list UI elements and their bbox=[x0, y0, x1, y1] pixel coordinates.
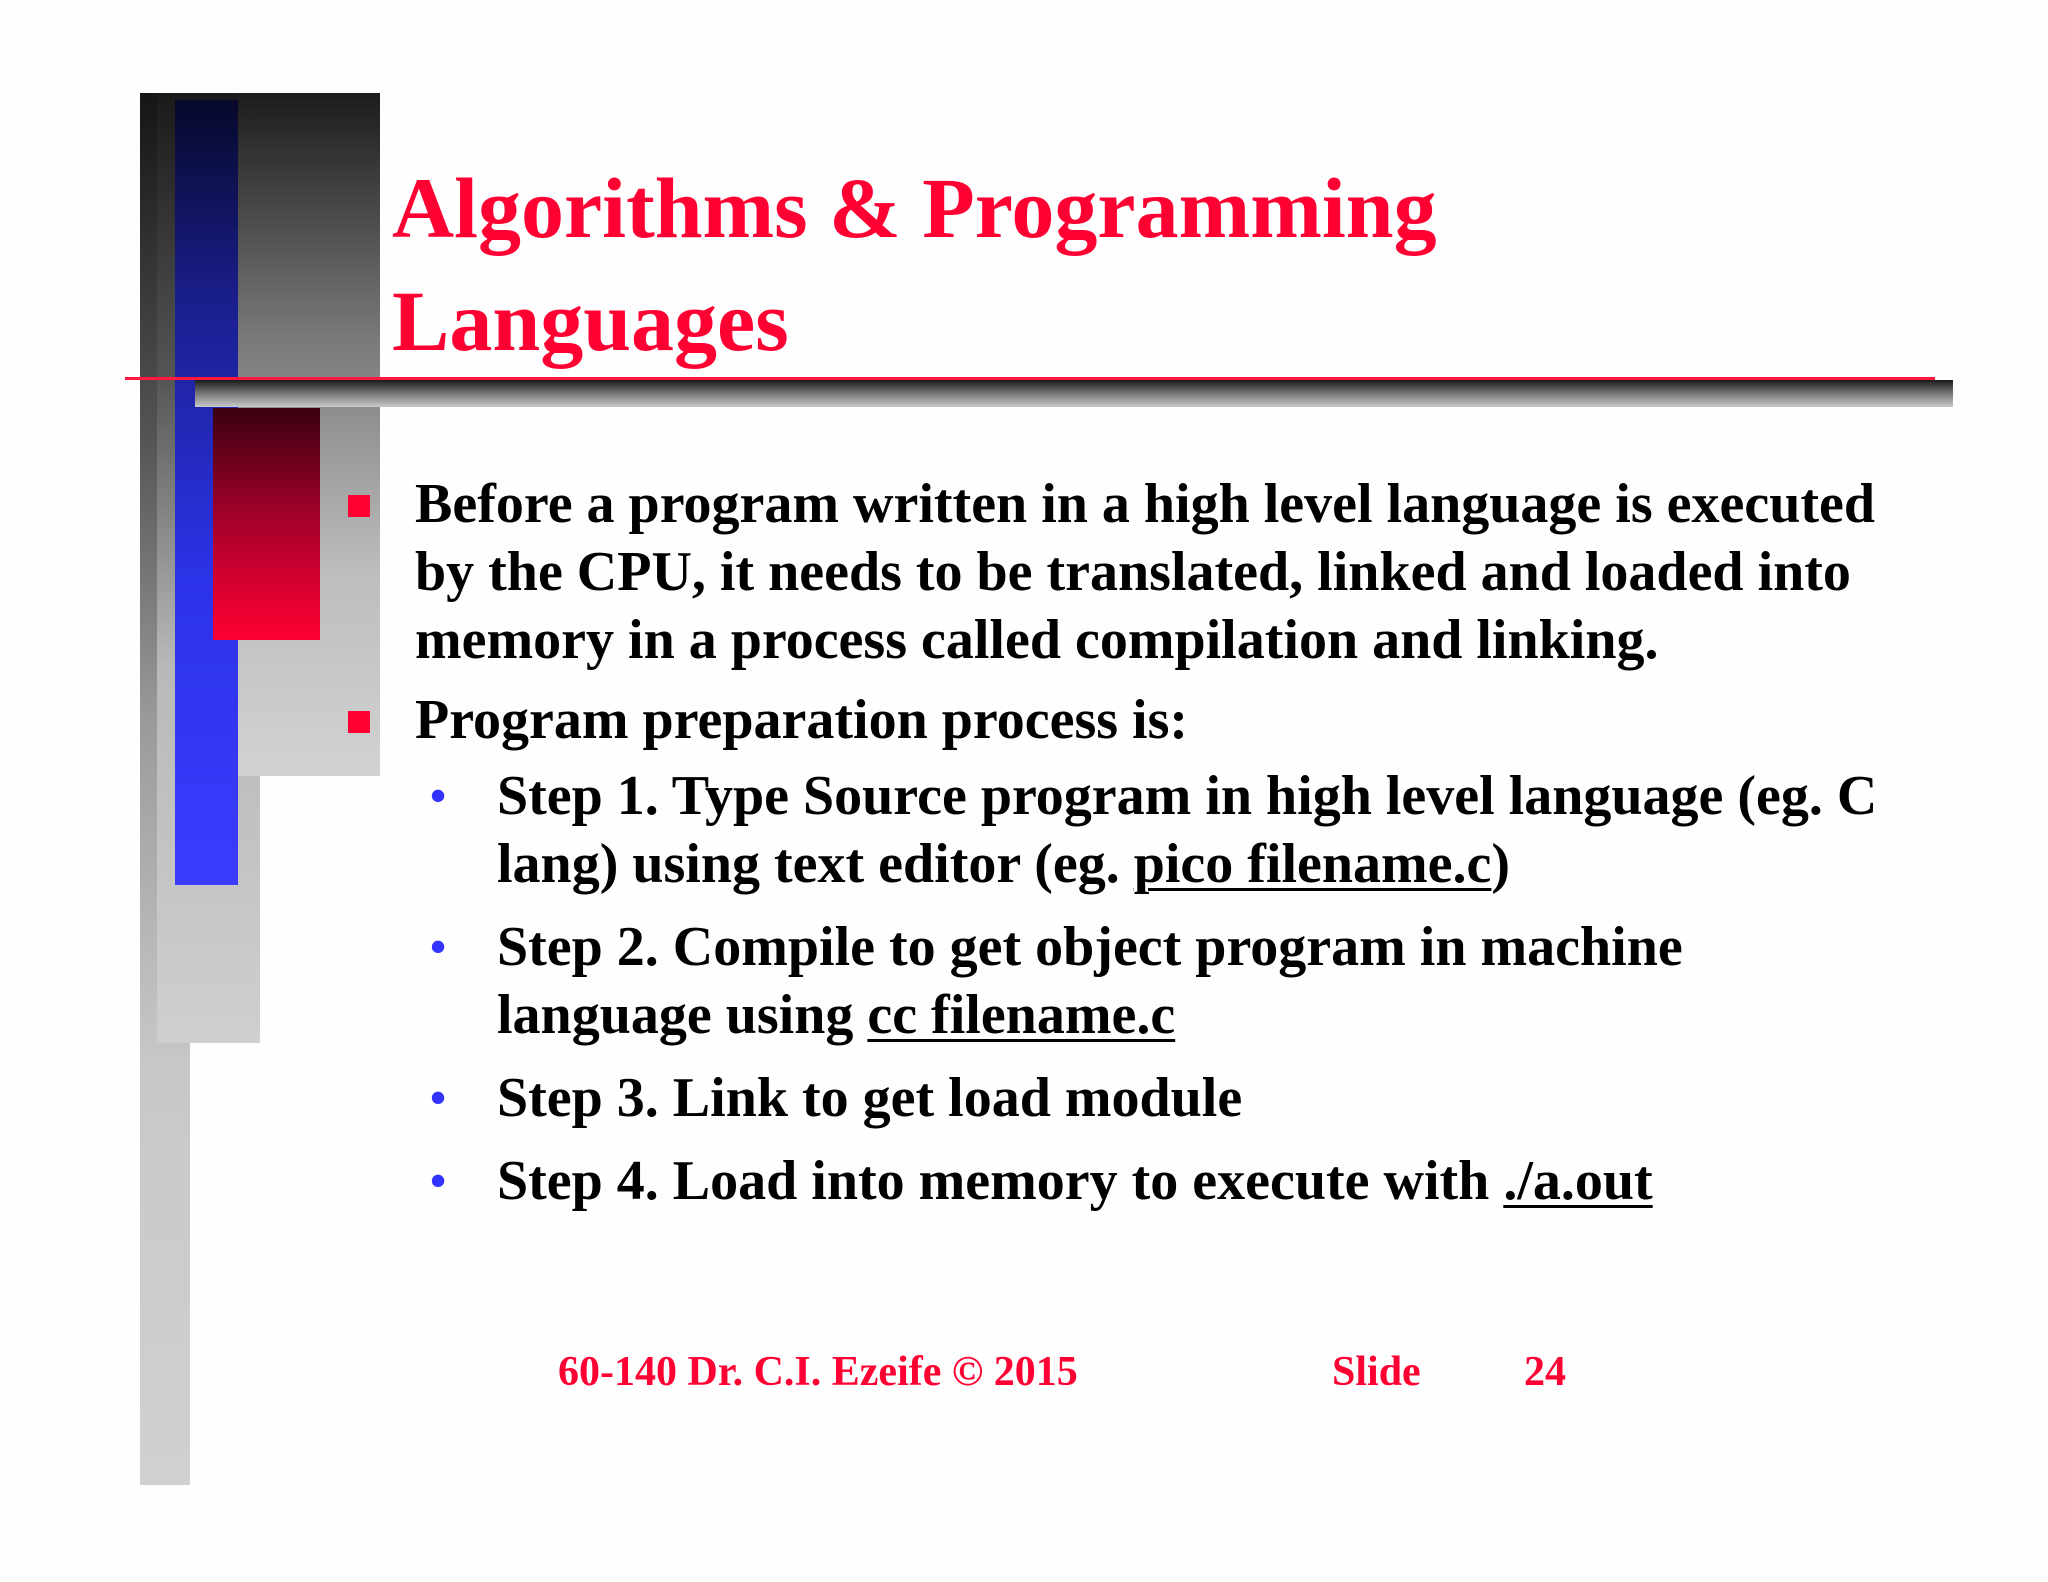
step-tail: ) bbox=[1491, 833, 1511, 895]
dot-bullet-icon: • bbox=[430, 921, 447, 972]
step-text: Step 2. Compile to get object program in machine language using bbox=[497, 916, 1683, 1046]
slide-title-line: Languages bbox=[392, 273, 789, 369]
dot-bullet-icon: • bbox=[430, 1155, 447, 1206]
step-command: cc filename.c bbox=[867, 984, 1176, 1046]
step-item bbox=[330, 762, 1905, 898]
dot-bullet-icon: • bbox=[430, 1072, 447, 1123]
bullet-item bbox=[345, 470, 1905, 674]
dot-bullet-icon: • bbox=[430, 770, 447, 821]
step-command: ./a.out bbox=[1503, 1150, 1653, 1212]
decorative-red-block bbox=[213, 408, 320, 640]
bullet-item bbox=[345, 686, 1905, 1215]
footer-slide-number: 24 bbox=[1524, 1349, 1566, 1395]
slide-footer bbox=[0, 1342, 2048, 1402]
bullet-text: Program preparation process is: bbox=[415, 689, 1189, 751]
step-text: Step 4. Load into memory to execute with bbox=[497, 1150, 1504, 1212]
slide-title-line: Algorithms & Programming bbox=[392, 160, 1437, 256]
step-text: Step 1. Type Source program in high level language (eg. C lang) using text editor (eg. bbox=[497, 765, 1878, 895]
step-item bbox=[330, 1064, 1905, 1132]
step-text: Step 3. Link to get load module bbox=[497, 1067, 1243, 1129]
step-command: pico filename.c bbox=[1133, 833, 1492, 895]
step-item bbox=[330, 1147, 1905, 1215]
footer-course: 60-140 Dr. C.I. Ezeife © 2015 bbox=[558, 1349, 1078, 1395]
slide-title bbox=[392, 152, 1842, 378]
title-rule-shadow bbox=[195, 380, 1953, 407]
footer-slide-label: Slide bbox=[1332, 1349, 1421, 1395]
step-item bbox=[330, 913, 1905, 1049]
step-list bbox=[415, 762, 1905, 1215]
bullet-text: Before a program written in a high level language is executed by the CPU, it needs to be translated, linked and loaded into memory in a process called compilation and linking. bbox=[415, 473, 1875, 671]
square-bullet-icon bbox=[348, 495, 370, 517]
square-bullet-icon bbox=[348, 711, 370, 733]
bullet-list bbox=[345, 470, 1905, 1230]
